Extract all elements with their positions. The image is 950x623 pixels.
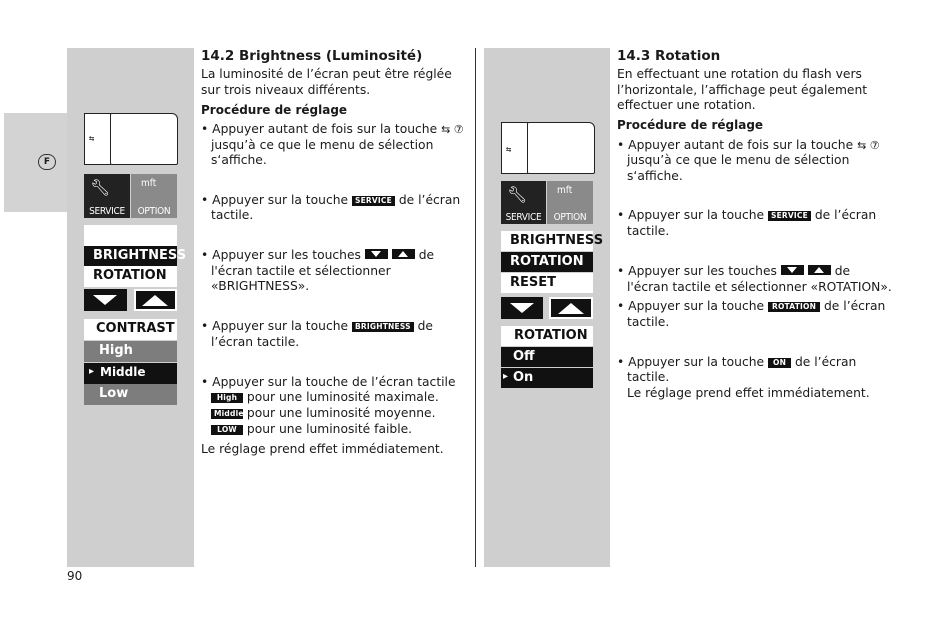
middle-chip: Middle	[211, 409, 243, 419]
step-text: pour une luminosité maximale.	[246, 390, 439, 404]
rotation-intro-1: En effectuant une rotation du flash vers	[617, 67, 862, 81]
left-step2-line1	[201, 193, 460, 209]
step-text: de	[417, 319, 433, 333]
right-step2-line2: tactile.	[627, 224, 670, 238]
left-step5-middle	[211, 406, 436, 422]
left-step5-high	[211, 390, 439, 406]
right-outro: Le réglage prend effet immédiatement.	[627, 386, 870, 400]
step-text: • Appuyer sur la touche	[617, 208, 765, 222]
down-key-icon	[781, 265, 804, 275]
menu-blank-top	[84, 225, 177, 246]
left-step1-line2: jusqu’à ce que le menu de sélection	[211, 138, 434, 152]
step-text: • Appuyer autant de fois sur la touche	[617, 138, 854, 152]
left-step3-line2: l'écran tactile et sélectionner	[211, 264, 391, 278]
service-button-right[interactable]	[501, 181, 546, 224]
selected-marker-icon: ▸	[89, 366, 95, 377]
step-text: de	[418, 248, 435, 262]
rotation-intro-3: effectuer une rotation.	[617, 98, 756, 112]
rotation-on[interactable]: On	[501, 368, 593, 388]
menu-reset-right[interactable]: RESET	[501, 273, 593, 293]
step-text: • Appuyer sur les touches	[617, 264, 777, 278]
right-step4-line1	[617, 299, 885, 315]
left-step1-line3: s‘affiche.	[211, 153, 267, 167]
step-text: • Appuyer sur les touches	[201, 248, 361, 262]
step-text: • Appuyer sur la touche	[617, 299, 765, 313]
right-step3-line2: l'écran tactile et sélectionner «ROTATION».	[627, 280, 892, 294]
menu-rotation-right[interactable]: ROTATION	[501, 252, 593, 272]
left-step3-line1	[201, 248, 434, 264]
step-text: pour une luminosité faible.	[246, 422, 413, 436]
step-text: pour une luminosité moyenne.	[246, 406, 436, 420]
right-step5-line1	[617, 355, 856, 371]
rotate-button-icon: ⇆	[89, 134, 95, 144]
level-low[interactable]: Low	[84, 384, 177, 405]
rotate-key-icon: ⇆ ⑦	[441, 123, 464, 136]
flash-device-side	[84, 113, 111, 165]
left-step5-line1: • Appuyer sur la touche de l’écran tactile	[201, 375, 456, 389]
option-label: OPTION	[137, 206, 171, 217]
flash-device-screen-right	[527, 122, 595, 174]
wrench-icon: 🔧︎	[507, 185, 528, 204]
right-step4-line2: tactile.	[627, 315, 670, 329]
step-text: • Appuyer sur la touche	[617, 355, 765, 369]
step-text: de l’écran	[398, 193, 461, 207]
left-step1-line1	[201, 122, 464, 138]
service-button-left[interactable]	[84, 174, 130, 218]
step-text: • Appuyer sur la touche	[201, 319, 349, 333]
service-chip: SERVICE	[768, 211, 811, 221]
service-label: SERVICE	[89, 206, 125, 217]
right-step1-line1	[617, 138, 880, 154]
step-text: • Appuyer autant de fois sur la touche	[201, 122, 438, 136]
low-chip: LOW	[211, 425, 243, 435]
up-arrow-button-left[interactable]	[134, 289, 177, 311]
rotate-key-icon: ⇆ ⑦	[857, 139, 880, 152]
wrench-icon: 🔧︎	[90, 178, 111, 197]
down-arrow-button-left[interactable]	[84, 289, 127, 311]
rotate-button-icon: ⇆	[506, 145, 512, 155]
service-chip: SERVICE	[352, 196, 395, 206]
brightness-intro: La luminosité de l’écran peut être réglée sur trois niveaux différents.	[201, 67, 452, 97]
procedure-title-right: Procédure de réglage	[617, 118, 764, 132]
section-title-rotation: 14.3 Rotation	[617, 48, 721, 64]
down-arrow-button-right[interactable]	[501, 297, 543, 319]
selected-marker-icon: ▸	[503, 371, 509, 382]
right-step1-line3: s‘affiche.	[627, 169, 683, 183]
flash-device-side-right	[501, 122, 528, 174]
step-text: de l’écran	[794, 355, 857, 369]
option-label: OPTION	[553, 212, 587, 223]
procedure-title-left: Procédure de réglage	[201, 103, 348, 117]
option-icon: mft	[557, 185, 573, 196]
option-icon: mft	[141, 178, 157, 189]
level-high[interactable]: High	[84, 341, 177, 362]
page-number: 90	[67, 569, 83, 583]
step-text: de l’écran	[824, 299, 886, 313]
down-arrow-icon	[93, 295, 117, 305]
left-step5-low	[211, 422, 412, 438]
rotation-chip: ROTATION	[768, 302, 820, 312]
up-arrow-button-right[interactable]	[549, 297, 593, 319]
down-key-icon	[365, 249, 388, 259]
right-step2-line1	[617, 208, 876, 224]
brightness-chip: BRIGHTNESS	[352, 322, 414, 332]
contrast-header: CONTRAST	[84, 319, 177, 340]
up-key-icon	[392, 249, 415, 259]
left-step2-line2: tactile.	[211, 208, 254, 222]
page-divider	[475, 48, 476, 567]
up-key-icon	[808, 265, 831, 275]
step-text: de l’écran	[814, 208, 877, 222]
service-label: SERVICE	[505, 212, 542, 223]
level-middle[interactable]: Middle	[84, 363, 177, 384]
left-outro: Le réglage prend effet immédiatement.	[201, 442, 444, 456]
rotation-intro-2: l’horizontale, l’affichage peut également	[617, 83, 868, 97]
rotation-header: ROTATION	[501, 326, 593, 346]
right-step3-line1	[617, 264, 850, 280]
right-step5-line2: tactile.	[627, 370, 670, 384]
high-chip: High	[211, 393, 243, 403]
menu-rotation[interactable]: ROTATION	[84, 266, 177, 287]
step-text: de	[834, 264, 851, 278]
section-title-brightness: 14.2 Brightness (Luminosité)	[201, 48, 423, 64]
option-button-right[interactable]	[547, 181, 593, 224]
left-step4-line2: l’écran tactile.	[211, 335, 300, 349]
left-step3-line3: «BRIGHTNESS».	[211, 279, 310, 293]
language-tab	[4, 113, 68, 212]
menu-brightness-right[interactable]: BRIGHTNESS	[501, 231, 593, 251]
rotation-off[interactable]: Off	[501, 347, 593, 367]
on-chip: ON	[768, 358, 791, 368]
down-arrow-icon	[510, 303, 534, 313]
right-step1-line2: jusqu’à ce que le menu de sélection	[627, 153, 850, 167]
menu-brightness[interactable]: BRIGHTNESS	[84, 246, 177, 266]
left-step4-line1	[201, 319, 433, 335]
up-arrow-icon	[142, 295, 168, 306]
flash-device-screen	[110, 113, 178, 165]
up-arrow-icon	[558, 303, 584, 314]
language-marker: F	[38, 154, 56, 170]
option-button-left[interactable]	[131, 174, 177, 218]
step-text: • Appuyer sur la touche	[201, 193, 349, 207]
